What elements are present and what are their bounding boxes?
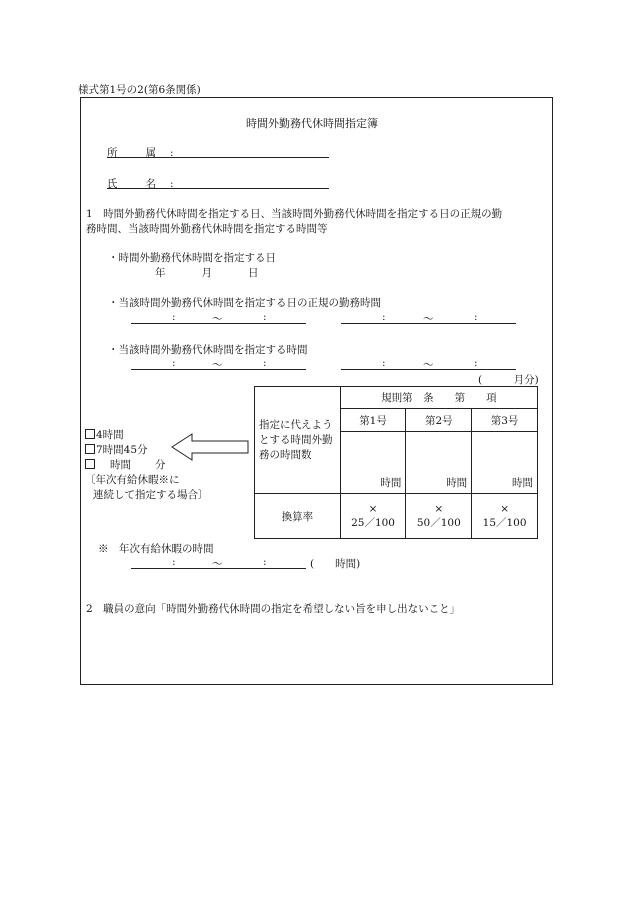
designated-time-label: ・当該時間外勤務代休時間を指定する時間 [108, 344, 308, 356]
conversion-table [254, 386, 538, 539]
affiliation-field[interactable] [107, 157, 329, 158]
rate-cell-3: × 15／100 [472, 494, 538, 539]
col-header-1: 第1号 [340, 409, 406, 432]
regular-hours-field-2[interactable] [341, 323, 516, 324]
option-custom[interactable]: 時間 分 [85, 457, 166, 472]
section1-line1: 1 時間外勤務代休時間を指定する日、当該時間外勤務代休時間を指定する日の正規の勤 [86, 208, 503, 220]
rule-header: 規則第 条 第 項 [340, 387, 537, 409]
designated-day-label: ・時間外勤務代休時間を指定する日 [108, 252, 276, 264]
designated-time-field-1[interactable] [131, 369, 306, 370]
arrow-left-icon [170, 432, 250, 462]
hours-cell-3[interactable]: 時間 [472, 432, 538, 494]
month-minutes: ( 月分) [478, 374, 539, 386]
option-note-line1: 〔年次有給休暇※に [85, 474, 180, 486]
tilde-mark: 〜 [212, 558, 223, 570]
colon-mark: : [382, 311, 386, 323]
hours-cell-2[interactable]: 時間 [406, 432, 472, 494]
section2-text: 2 職員の意向「時間外勤務代休時間の指定を希望しない旨を申し出ないこと」 [86, 603, 461, 615]
tilde-mark: 〜 [212, 359, 223, 371]
option-4h[interactable]: 4時間 [85, 427, 124, 442]
tilde-mark: 〜 [423, 313, 434, 325]
tilde-mark: 〜 [212, 313, 223, 325]
option-note-line2: 連続して指定する場合〕 [93, 489, 209, 501]
form-number: 様式第1号の2(第6条関係) [78, 84, 201, 96]
annual-leave-field[interactable] [131, 568, 306, 569]
name-label: 氏 名 : [107, 178, 174, 190]
row-label-cell: 指定に代えようとする時間外勤務の時間数 [255, 387, 341, 494]
col-header-3: 第3号 [472, 409, 538, 432]
colon-mark: : [263, 311, 267, 323]
regular-hours-label: ・当該時間外勤務代休時間を指定する日の正規の勤務時間 [108, 297, 381, 309]
colon-mark: : [263, 556, 267, 568]
colon-mark: : [172, 311, 176, 323]
designated-day-date: 年 月 日 [155, 267, 259, 279]
form-title: 時間外勤務代休時間指定簿 [246, 117, 378, 130]
checkbox-icon[interactable] [85, 429, 95, 439]
colon-mark: : [263, 357, 267, 369]
section1-line2: 務時間、当該時間外勤務代休時間を指定する時間等 [86, 223, 328, 235]
designated-time-field-2[interactable] [341, 369, 516, 370]
colon-mark: : [172, 357, 176, 369]
rate-cell-2: × 50／100 [406, 494, 472, 539]
colon-mark: : [474, 357, 478, 369]
colon-mark: : [474, 311, 478, 323]
colon-mark: : [382, 357, 386, 369]
tilde-mark: 〜 [423, 359, 434, 371]
regular-hours-field-1[interactable] [131, 323, 306, 324]
name-field[interactable] [107, 188, 329, 189]
checkbox-icon[interactable] [85, 444, 95, 454]
rate-cell-1: × 25／100 [340, 494, 406, 539]
colon-mark: : [172, 556, 176, 568]
annual-leave-hours: ( 時間) [310, 558, 361, 570]
rate-label: 換算率 [255, 494, 341, 539]
hours-cell-1[interactable]: 時間 [340, 432, 406, 494]
annual-leave-label: ※ 年次有給休暇の時間 [98, 543, 214, 555]
option-7h45m[interactable]: 7時間45分 [85, 442, 148, 457]
checkbox-icon[interactable] [85, 459, 95, 469]
affiliation-label: 所 属 : [107, 147, 174, 159]
col-header-2: 第2号 [406, 409, 472, 432]
